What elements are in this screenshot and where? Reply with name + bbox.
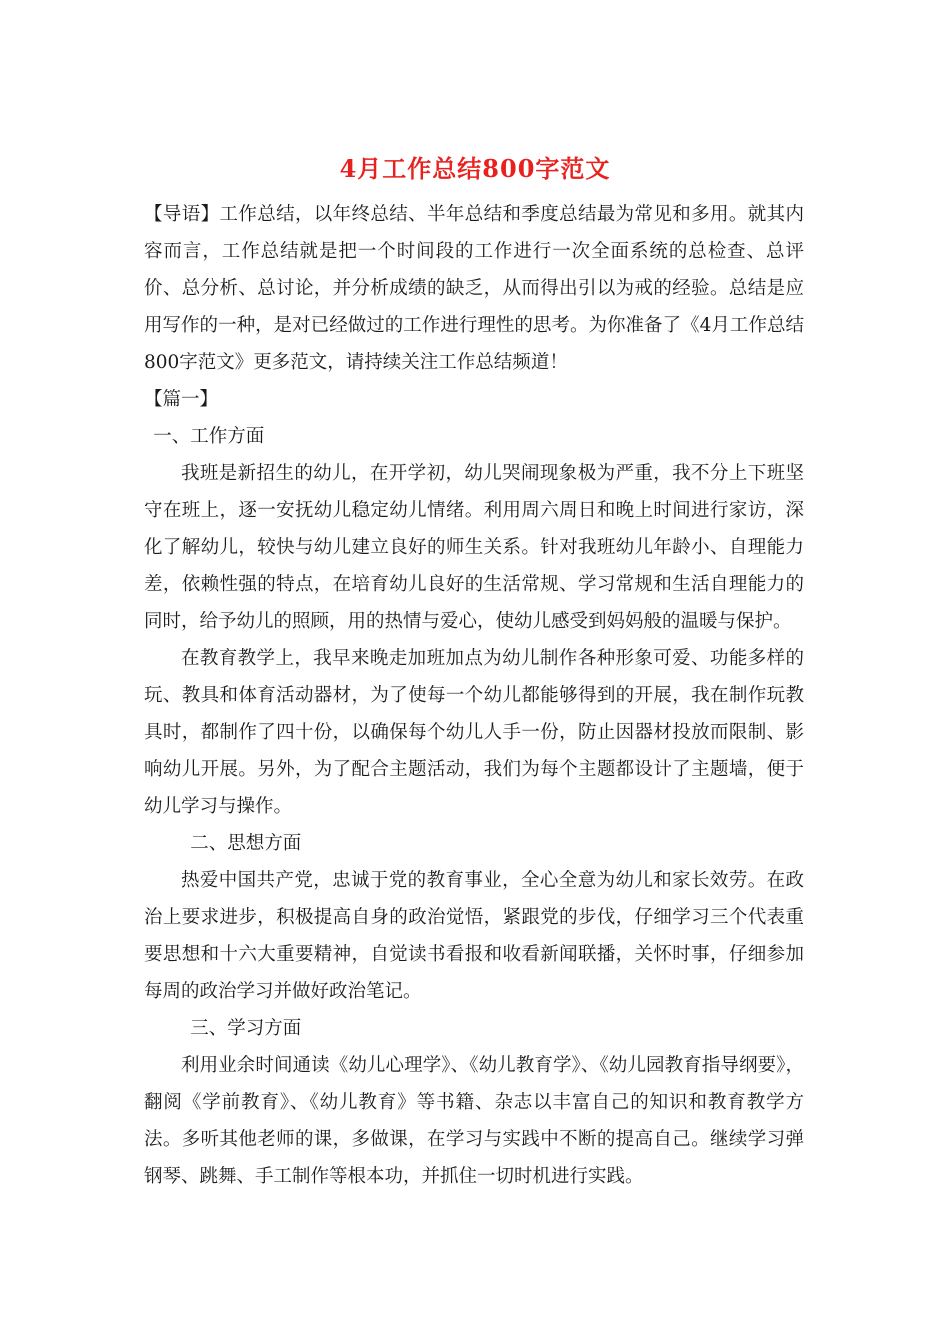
thought-paragraph: 热爱中国共产党，忠诚于党的教育事业，全心全意为幼儿和家长效劳。在政治上要求进步，积极提高自身的政治觉悟，紧跟党的步伐，仔细学习三个代表重要思想和十六大重要精神，自觉读书看报和收看新闻联播，关怀时事，仔细参加每周的政治学习并做好政治笔记。 [144, 870, 804, 1002]
document-body [144, 196, 804, 1195]
study-heading: 三、学习方面 [190, 1018, 302, 1039]
intro-paragraph: 【导语】工作总结，以年终总结、半年总结和季度总结最为常见和多用。就其内容而言，工作总结就是把一个时间段的工作进行一次全面系统的总检查、总评价、总分析、总讨论，并分析成绩的缺乏，从而得出引以为戒的经验。总结是应用写作的一种，是对已经做过的工作进行理性的思考。为你准备了《4月工作总结800字范文》更多范文，请持续关注工作总结频道！ [144, 204, 804, 373]
study-paragraph: 利用业余时间通读《幼儿心理学》、《幼儿教育学》、《幼儿园教育指导纲要》，翻阅《学前教育》、《幼儿教育》等书籍、杂志以丰富自己的知识和教育教学方法。多听其他老师的课，多做课，在学习与实践中不断的提高自己。继续学习弹钢琴、跳舞、手工制作等根本功，并抓住一切时机进行实践。 [144, 1055, 804, 1187]
document-title: 4月工作总结800字范文 [339, 154, 611, 183]
work-paragraph-2: 在教育教学上，我早来晚走加班加点为幼儿制作各种形象可爱、功能多样的玩、教具和体育活动器材，为了使每一个幼儿都能够得到的开展，我在制作玩教具时，都制作了四十份，以确保每个幼儿人手一份，防止因器材投放而限制、影响幼儿开展。另外，为了配合主题活动，我们为每个主题都设计了主题墙，便于幼儿学习与操作。 [144, 648, 804, 817]
work-heading: 一、工作方面 [153, 426, 265, 447]
section-label: 【篇一】 [144, 389, 219, 410]
thought-heading: 二、思想方面 [190, 833, 302, 854]
work-paragraph-1: 我班是新招生的幼儿，在开学初，幼儿哭闹现象极为严重，我不分上下班坚守在班上，逐一安抚幼儿稳定幼儿情绪。利用周六周日和晚上时间进行家访，深化了解幼儿，较快与幼儿建立良好的师生关系。针对我班幼儿年龄小、自理能力差，依赖性强的特点，在培育幼儿良好的生活常规、学习常规和生活自理能力的同时，给予幼儿的照顾，用的热情与爱心，使幼儿感受到妈妈般的温暖与保护。 [144, 463, 804, 632]
